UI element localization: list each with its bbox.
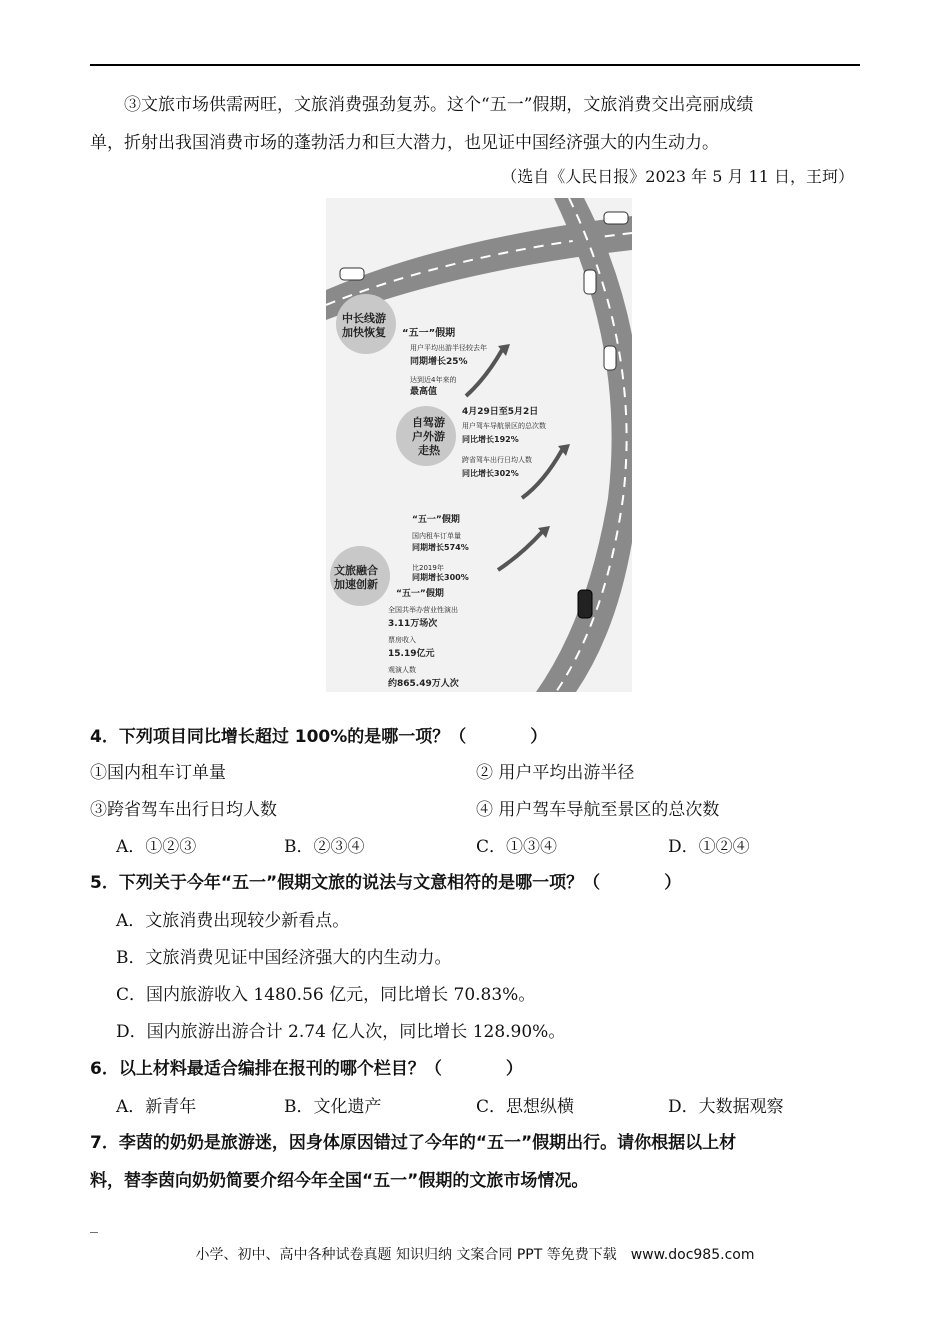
block1-text-2: 同期增长25% [410,357,468,367]
car-icon [604,346,616,370]
block3-text-6: 约865.49万人次 [388,679,459,689]
car-icon [340,268,364,280]
q4-item-2: ② 用户平均出游半径 [476,763,635,783]
infographic-figure [326,198,632,692]
block2-title-3: 走热 [418,444,440,457]
q4-option-d[interactable]: D．①②④ [668,837,750,857]
passage-line-2: 单，折射出我国消费市场的蓬勃活力和巨大潜力，也见证中国经济强大的内生动力。 [90,133,719,153]
block2-text-7: 比2019年 [412,564,444,572]
block3-text-4: 15.19亿元 [388,649,435,659]
block3-title-1: 文旅融合 [334,564,378,577]
block2-text-5: 国内租车订单量 [412,532,461,540]
top-rule [90,64,860,66]
car-icon [578,590,592,618]
block2-text-3: 跨省驾车出行日均人数 [462,456,532,464]
block3-text-5: 观演人数 [388,666,416,674]
q4-option-b[interactable]: B．②③④ [284,837,365,857]
question-5-stem-text: 5．下列关于今年“五一”假期文旅的说法与文意相符的是哪一项？（ [90,873,601,893]
block1-text-3: 达到近4年来的 [410,376,457,384]
block2-heading-2: “五一”假期 [412,515,460,525]
answer-line[interactable]: _ [90,1214,98,1233]
block2-text-6: 同期增长574% [412,543,469,552]
block2-text-2: 同比增长192% [462,435,519,444]
question-4-close: ） [530,727,548,747]
q5-option-c[interactable]: C．国内旅游收入 1480.56 亿元，同比增长 70.83%。 [116,985,536,1005]
q6-option-d[interactable]: D．大数据观察 [668,1097,784,1117]
q6-option-a[interactable]: A．新青年 [116,1097,197,1117]
q6-option-b[interactable]: B．文化遗产 [284,1097,382,1117]
q4-item-1: ①国内租车订单量 [90,763,226,783]
passage-paragraph [90,86,860,162]
question-4-stem-text: 4．下列项目同比增长超过 100%的是哪一项？（ [90,727,467,747]
block3-heading: “五一”假期 [396,589,444,599]
block3-text-2: 3.11万场次 [388,619,438,629]
car-icon [584,270,596,294]
block3-title-2: 加速创新 [334,578,378,591]
passage-source: （选自《人民日报》2023 年 5 月 11 日，王珂） [501,167,854,186]
block1-title-2: 加快恢复 [342,326,386,339]
passage-line-1: ③文旅市场供需两旺，文旅消费强劲复苏。这个“五一”假期，文旅消费交出亮丽成绩 [124,95,754,115]
block1-text-1: 用户平均出游半径较去年 [410,344,487,352]
question-6-stem [90,1054,523,1079]
q5-option-a[interactable]: A．文旅消费出现较少新看点。 [116,911,350,931]
block1-title-1: 中长线游 [342,312,386,325]
question-7-line-2: 料，替李茵向奶奶简要介绍今年全国“五一”假期的文旅市场情况。 [90,1171,589,1191]
block2-heading: 4月29日至5月2日 [462,407,539,417]
block2-text-1: 用户驾车导航景区的总次数 [462,422,546,430]
question-4-stem [90,722,547,747]
block2-title-2: 户外游 [412,430,445,443]
question-7-line-1: 7．李茵的奶奶是旅游迷，因身体原因错过了今年的“五一”假期出行。请你根据以上材 [90,1133,737,1153]
block2-text-8: 同期增长300% [412,573,469,582]
block2-title-1: 自驾游 [412,416,445,429]
q4-option-c[interactable]: C．①③④ [476,837,558,857]
car-icon [604,212,628,224]
q4-option-a[interactable]: A．①②③ [116,837,197,857]
question-6-stem-text: 6．以上材料最适合编排在报刊的哪个栏目？（ [90,1059,442,1079]
q5-option-d[interactable]: D．国内旅游出游合计 2.74 亿人次，同比增长 128.90%。 [116,1022,566,1042]
q5-option-b[interactable]: B．文旅消费见证中国经济强大的内生动力。 [116,948,452,968]
q6-option-c[interactable]: C．思想纵横 [476,1097,575,1117]
block1-text-4: 最高值 [410,387,438,397]
q4-item-3: ③跨省驾车出行日均人数 [90,800,277,820]
q4-item-4: ④ 用户驾车导航至景区的总次数 [476,800,720,820]
block2-text-4: 同比增长302% [462,469,519,478]
block1-heading: “五一”假期 [402,328,456,339]
block3-text-3: 票房收入 [388,636,416,644]
question-6-close: ） [505,1059,523,1079]
question-5-close: ） [664,873,682,893]
question-5-stem [90,868,681,893]
page-footer: 小学、初中、高中各种试卷真题 知识归纳 文案合同 PPT 等免费下载 www.doc985.com [195,1247,755,1263]
block3-text-1: 全国共举办营业性演出 [388,606,458,614]
